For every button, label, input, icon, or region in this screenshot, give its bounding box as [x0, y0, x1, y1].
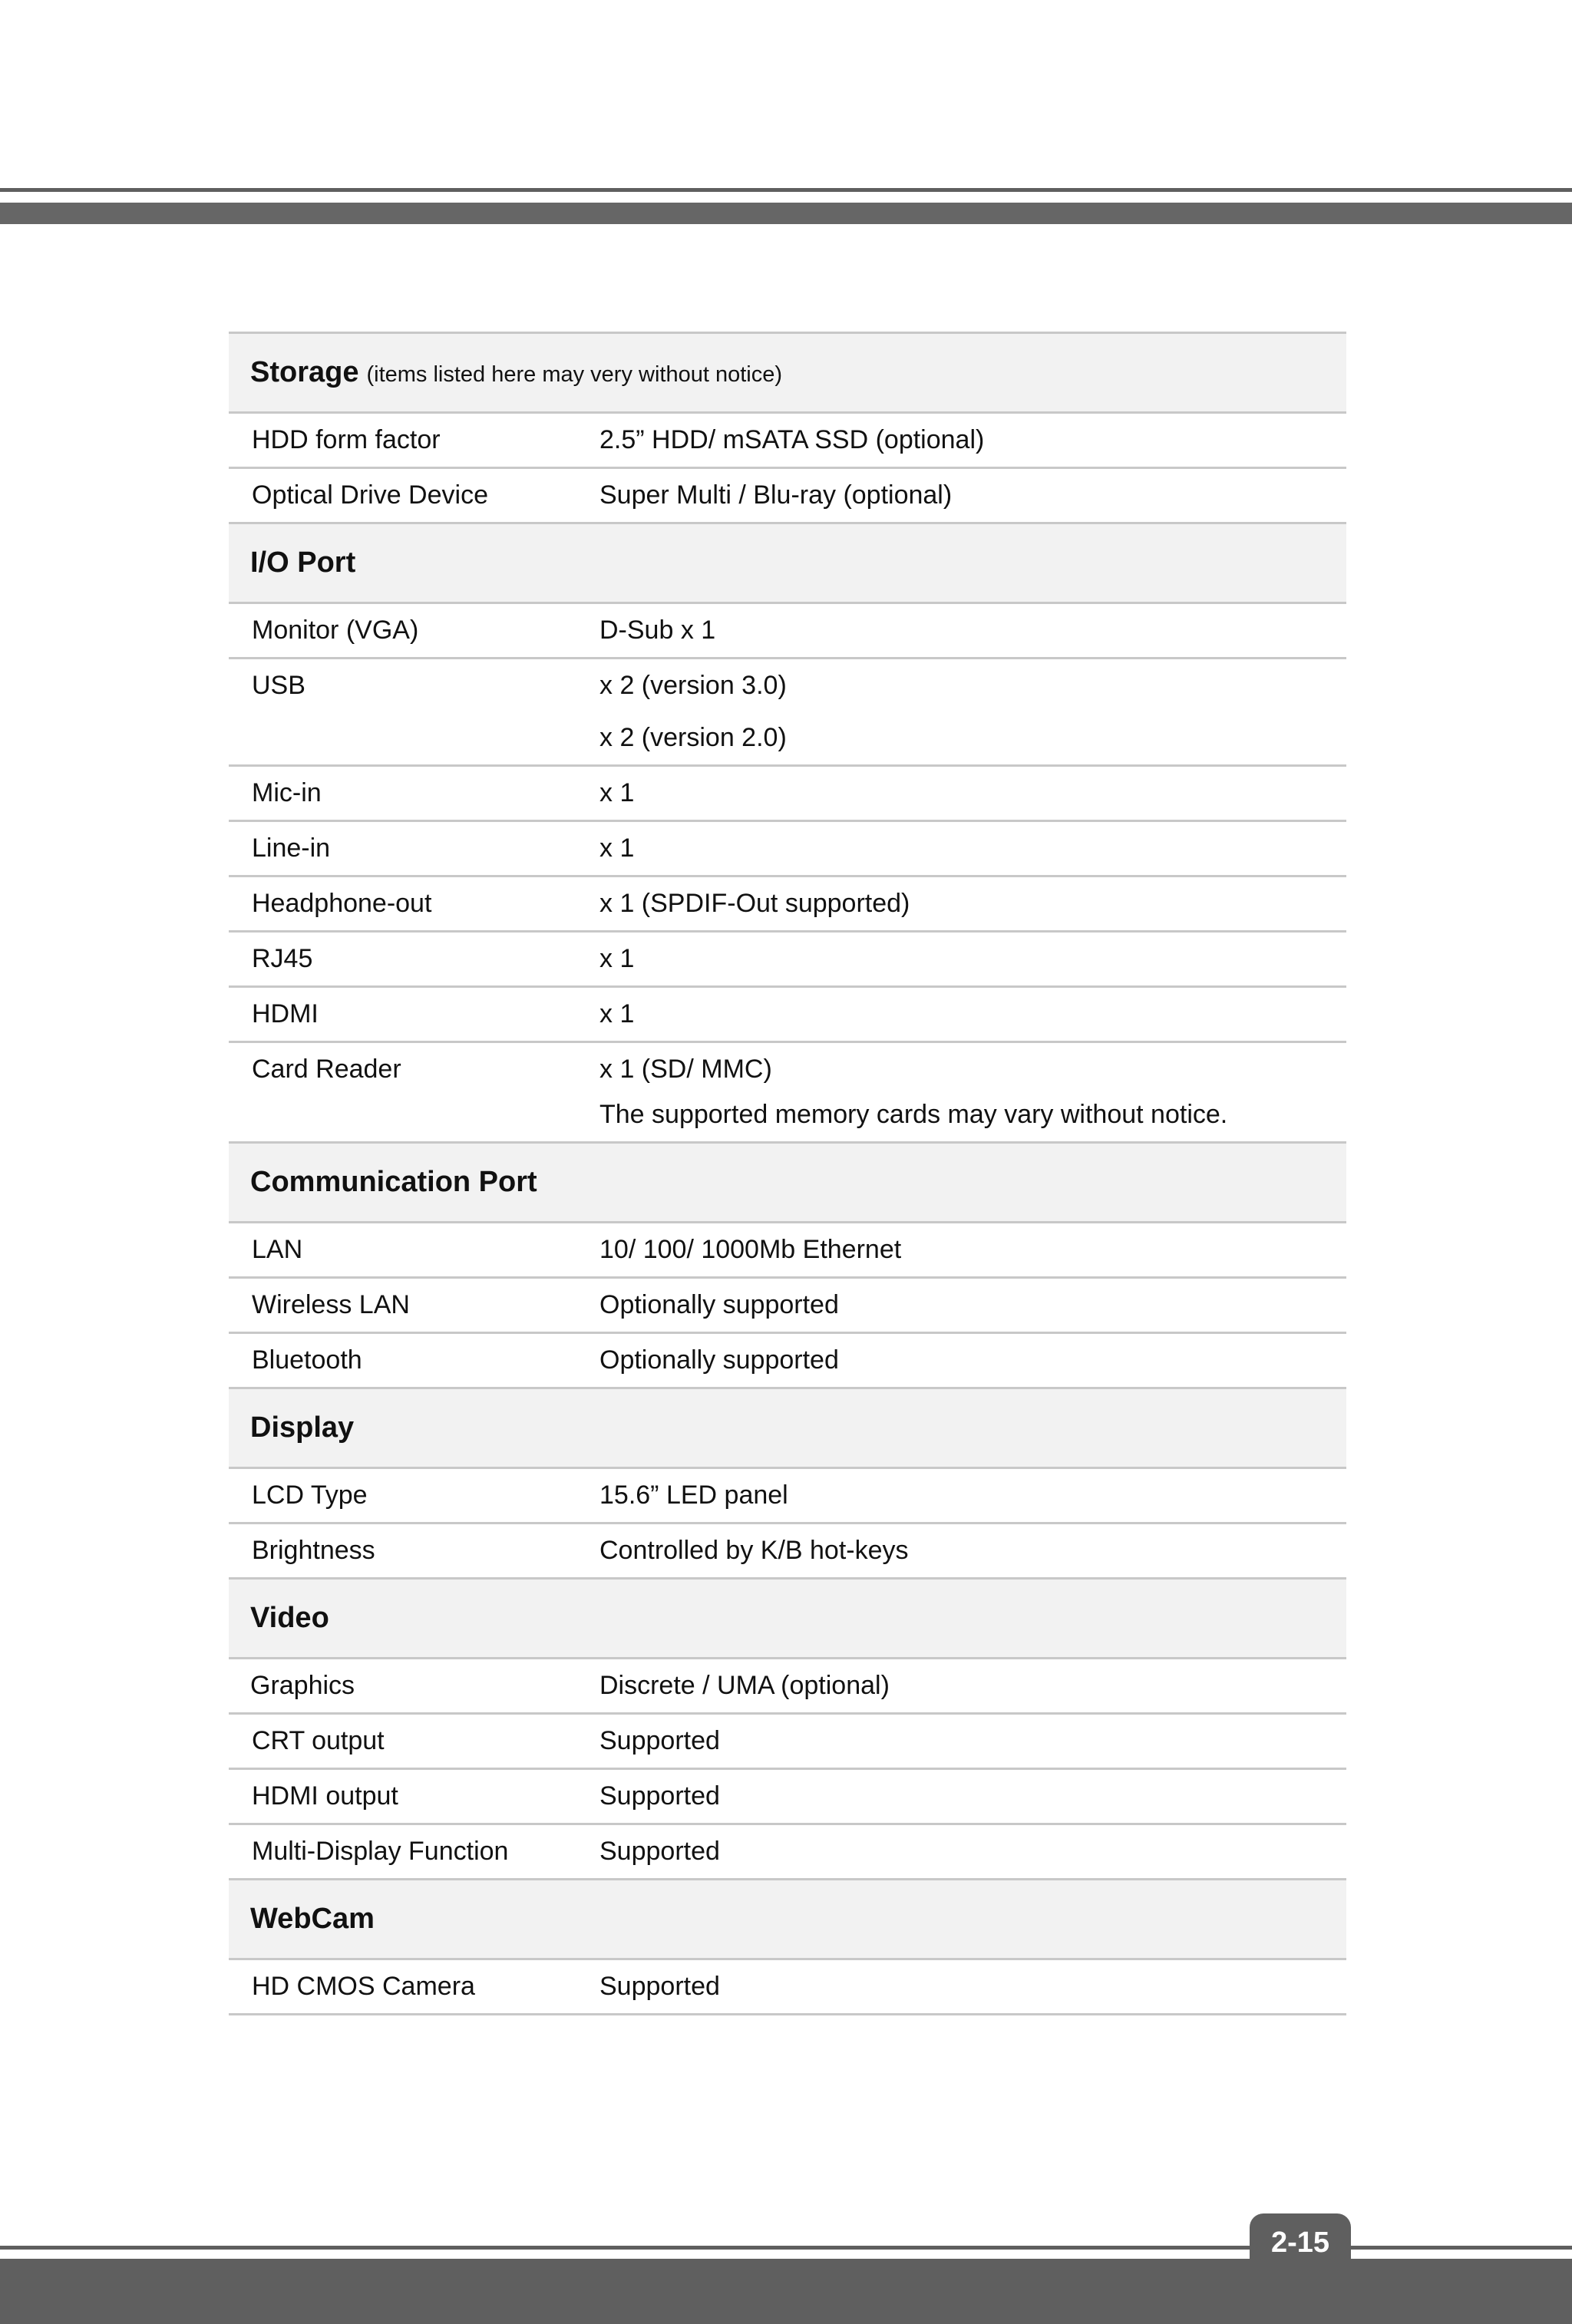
spec-label: Bluetooth	[252, 1345, 362, 1375]
spec-values	[599, 999, 1346, 1029]
spec-row	[229, 1659, 1346, 1715]
spec-label: USB	[252, 671, 305, 700]
spec-values	[599, 616, 1346, 645]
spec-value: x 2 (version 2.0)	[599, 723, 787, 752]
spec-row	[229, 1825, 1346, 1880]
spec-values	[599, 480, 1346, 510]
section-title: Storage	[250, 356, 359, 388]
section-header	[229, 1389, 1346, 1469]
spec-row	[229, 988, 1346, 1043]
spec-value: 10/ 100/ 1000Mb Ethernet	[599, 1235, 902, 1264]
header-band	[0, 203, 1572, 224]
spec-values	[599, 778, 1346, 808]
spec-value: Supported	[599, 1726, 720, 1755]
spec-value: x 1	[599, 944, 635, 973]
section-title: Communication Port	[250, 1166, 537, 1198]
spec-label: HDMI output	[252, 1781, 398, 1811]
spec-label: LAN	[252, 1235, 303, 1264]
section-title: Display	[250, 1411, 355, 1444]
spec-row	[229, 1469, 1346, 1524]
spec-row	[229, 469, 1346, 524]
spec-values	[599, 425, 1346, 455]
spec-label: Card Reader	[252, 1055, 401, 1084]
spec-value: 2.5” HDD/ mSATA SSD (optional)	[599, 425, 985, 454]
section-note: (items listed here may very without notice)	[366, 362, 783, 387]
section-header	[229, 1580, 1346, 1659]
spec-value: Optionally supported	[599, 1345, 839, 1375]
spec-row	[229, 1334, 1346, 1389]
spec-values	[599, 1345, 1346, 1375]
spec-label: Optical Drive Device	[252, 480, 488, 510]
spec-values	[599, 944, 1346, 974]
spec-row	[229, 659, 1346, 767]
spec-values	[599, 1781, 1346, 1811]
spec-label: Mic-in	[252, 778, 322, 807]
spec-row	[229, 1223, 1346, 1279]
spec-row	[229, 1043, 1346, 1144]
spec-value: x 1 (SPDIF-Out supported)	[599, 889, 910, 918]
spec-row	[229, 1279, 1346, 1334]
spec-label: Brightness	[252, 1536, 375, 1565]
section-header	[229, 334, 1346, 414]
section-title: Video	[250, 1602, 329, 1634]
spec-label: Graphics	[250, 1671, 355, 1700]
spec-row	[229, 767, 1346, 822]
spec-values	[599, 1235, 1346, 1265]
spec-row	[229, 1770, 1346, 1825]
spec-value: Supported	[599, 1972, 720, 2001]
spec-label: Wireless LAN	[252, 1290, 410, 1319]
spec-values	[599, 1290, 1346, 1320]
spec-row	[229, 933, 1346, 988]
spec-label: Monitor (VGA)	[252, 616, 419, 645]
spec-value: x 1 (SD/ MMC)	[599, 1055, 772, 1084]
spec-values	[599, 1536, 1346, 1566]
spec-values	[599, 1972, 1346, 2002]
spec-label: Multi-Display Function	[252, 1837, 509, 1866]
spec-label: Headphone-out	[252, 889, 432, 918]
spec-value: x 1	[599, 778, 635, 807]
spec-label: HDD form factor	[252, 425, 441, 454]
section-title: I/O Port	[250, 546, 356, 579]
spec-label: HD CMOS Camera	[252, 1972, 475, 2001]
spec-row	[229, 1715, 1346, 1770]
spec-value: Supported	[599, 1837, 720, 1866]
spec-values	[599, 834, 1346, 863]
spec-label: Line-in	[252, 834, 331, 863]
specification-table	[229, 332, 1346, 2015]
spec-value: Optionally supported	[599, 1290, 839, 1319]
spec-row	[229, 822, 1346, 877]
spec-value: Discrete / UMA (optional)	[599, 1671, 890, 1700]
spec-values	[599, 671, 1346, 753]
spec-value: x 1	[599, 834, 635, 863]
spec-value: The supported memory cards may vary without notice.	[599, 1100, 1228, 1129]
spec-row	[229, 1524, 1346, 1580]
spec-value: Controlled by K/B hot-keys	[599, 1536, 909, 1565]
spec-row	[229, 1960, 1346, 2015]
page-number: 2-15	[1250, 2213, 1351, 2272]
spec-value: x 1	[599, 999, 635, 1028]
spec-values	[599, 1837, 1346, 1867]
spec-label: LCD Type	[252, 1481, 368, 1510]
section-title: WebCam	[250, 1903, 375, 1935]
spec-value: 15.6” LED panel	[599, 1481, 788, 1510]
spec-values	[599, 889, 1346, 919]
spec-values	[599, 1055, 1346, 1130]
spec-values	[599, 1481, 1346, 1510]
section-header	[229, 1880, 1346, 1960]
spec-value: x 2 (version 3.0)	[599, 671, 787, 700]
spec-value: Super Multi / Blu-ray (optional)	[599, 480, 953, 510]
section-header	[229, 524, 1346, 604]
spec-label: HDMI	[252, 999, 319, 1028]
spec-row	[229, 877, 1346, 933]
spec-values	[599, 1671, 1346, 1701]
spec-value: D-Sub x 1	[599, 616, 716, 645]
spec-row	[229, 414, 1346, 469]
spec-value: Supported	[599, 1781, 720, 1811]
spec-values	[599, 1726, 1346, 1756]
spec-label: RJ45	[252, 944, 313, 973]
spec-row	[229, 604, 1346, 659]
header-rule	[0, 188, 1572, 192]
section-header	[229, 1144, 1346, 1223]
spec-label: CRT output	[252, 1726, 385, 1755]
